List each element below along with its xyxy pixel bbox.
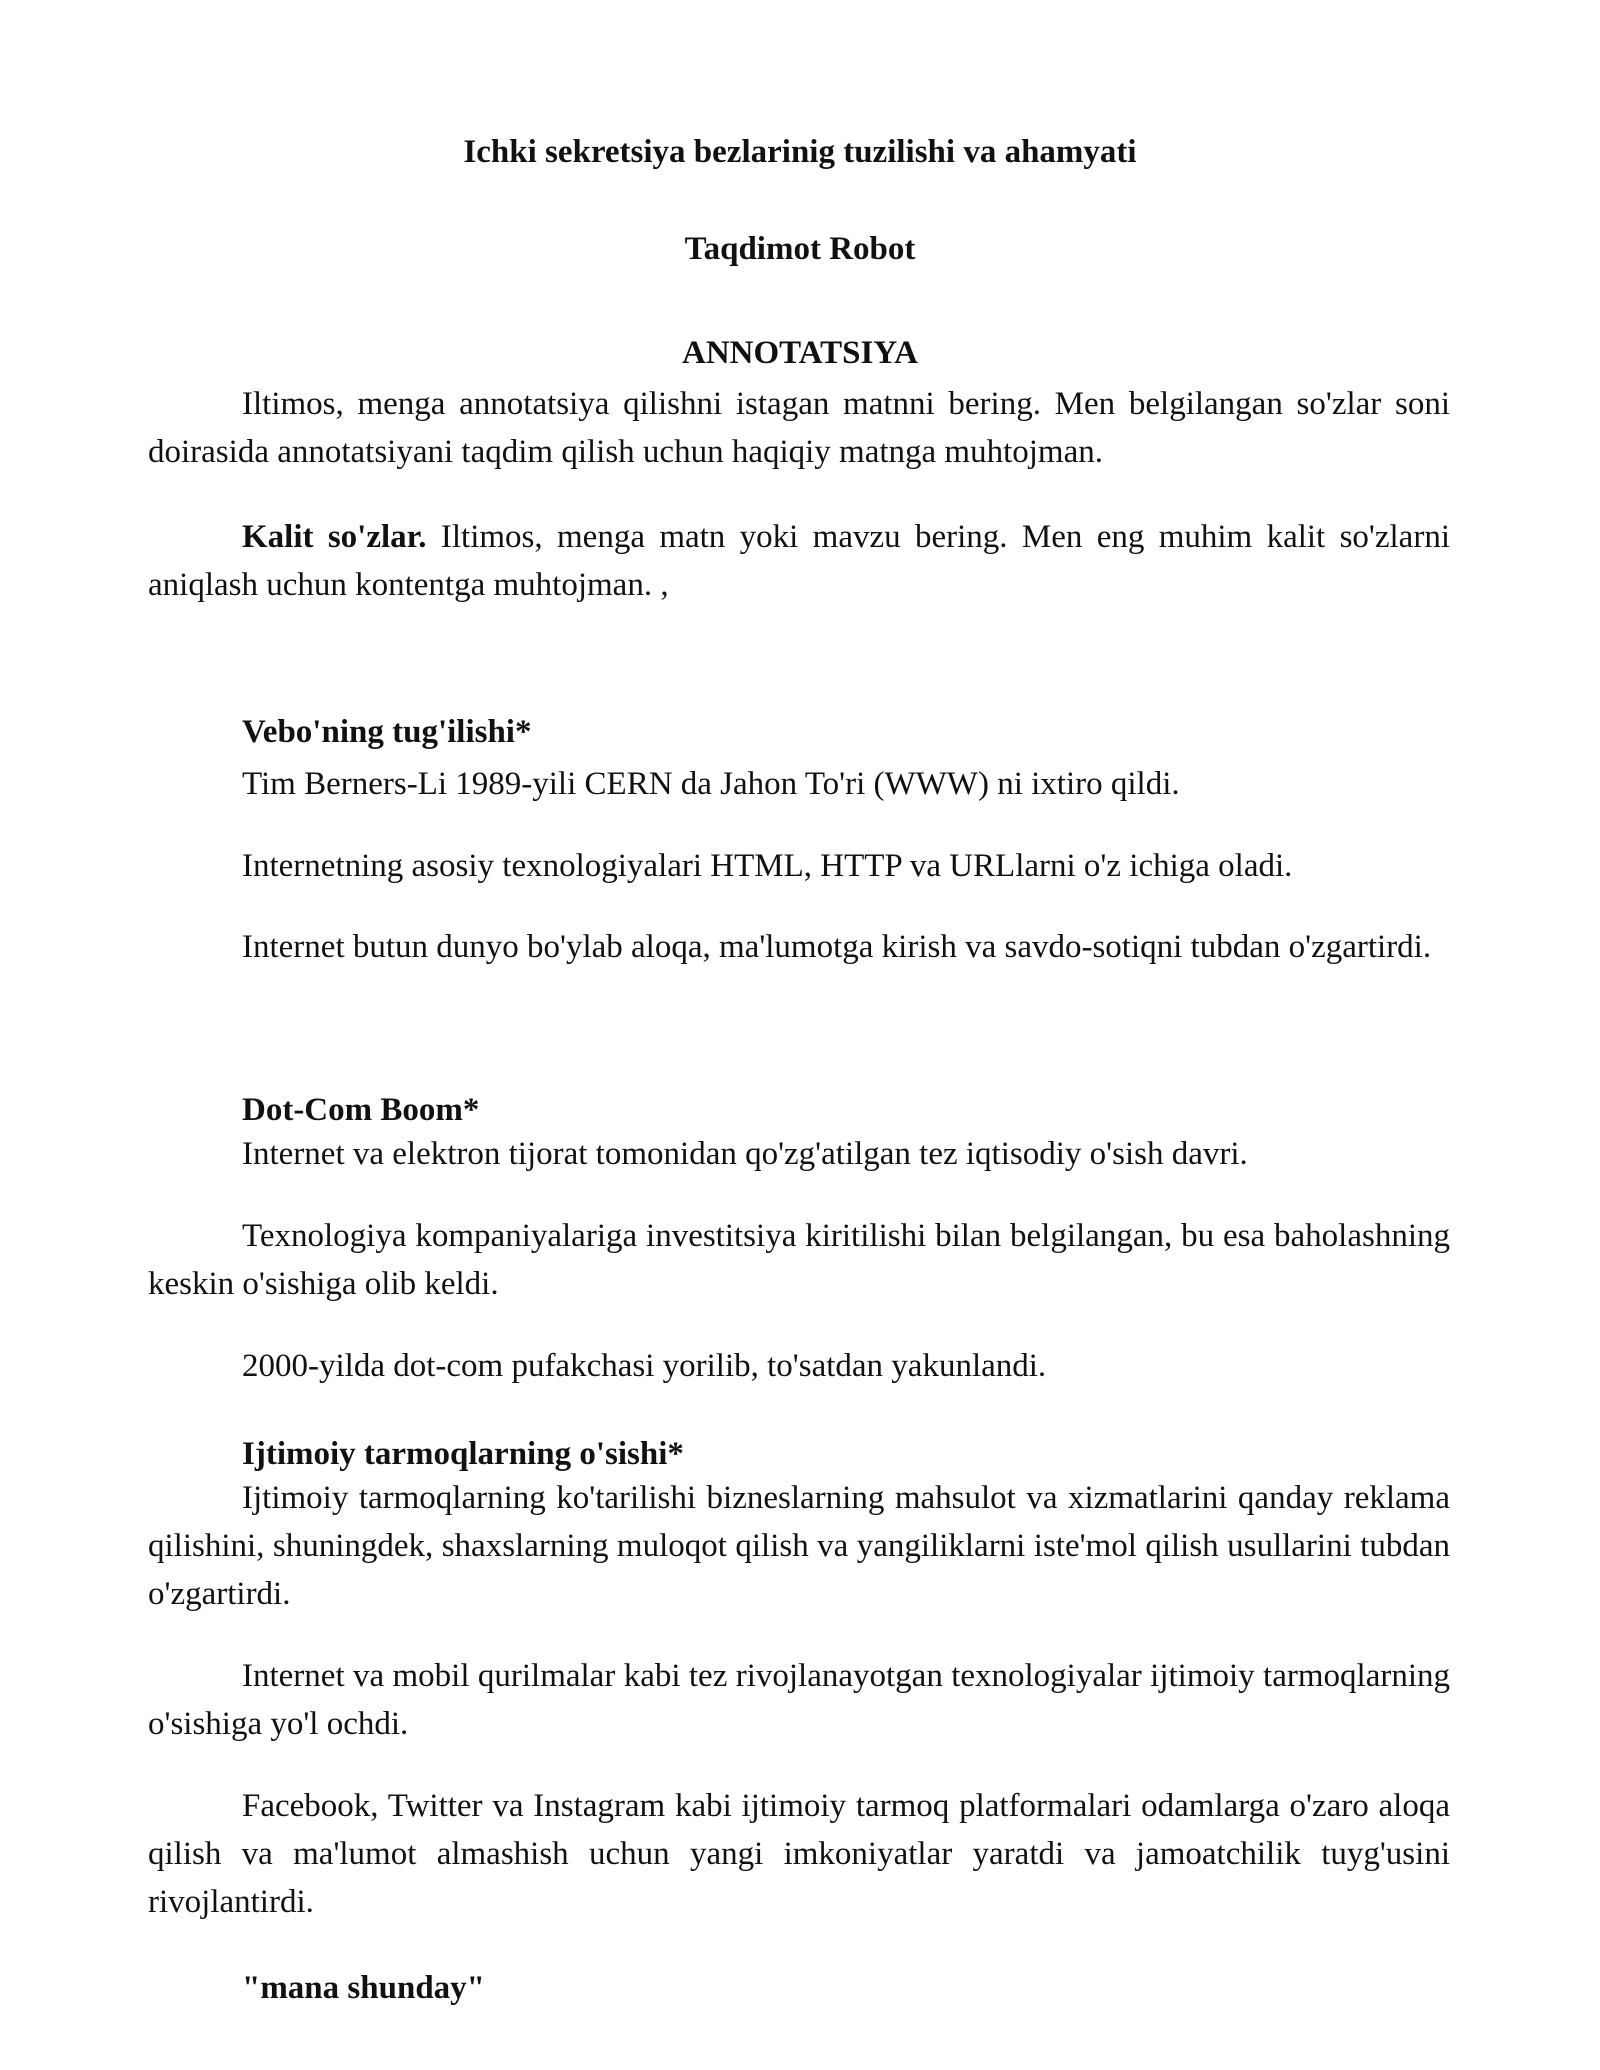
abstract-heading: ANNOTATSIYA	[682, 335, 918, 371]
section-heading-web: Vebo'ning tug'ilishi*	[242, 714, 532, 750]
section-paragraph: Texnologiya kompaniyalariga investitsiya kiritilishi bilan belgilangan, bu esa baholashning keskin o'sishiga olib keldi.	[148, 1218, 1450, 1302]
abstract-text: Iltimos, menga annotatsiya qilishni istagan matnni bering. Men belgilangan so'zlar soni doirasida annotatsiyani taqdim qilish uchun haqiqiy matnga muhtojman.	[148, 386, 1450, 470]
section-paragraph: Internet va mobil qurilmalar kabi tez rivojlanayotgan texnologiyalar ijtimoiy tarmoqlarning o'sishiga yo'l ochdi.	[148, 1658, 1450, 1742]
document-title: Ichki sekretsiya bezlarinig tuzilishi va ahamyati	[463, 134, 1137, 170]
section-paragraph: 2000-yilda dot-com pufakchasi yorilib, to'satdan yakunlandi.	[242, 1348, 1047, 1384]
document-author: Taqdimot Robot	[684, 231, 916, 267]
keywords-paragraph	[148, 513, 1450, 609]
section-paragraph: Ijtimoiy tarmoqlarning ko'tarilishi bizneslarning mahsulot va xizmatlarini qanday reklama qilishini, shuningdek, shaxslarning muloqot qilish va yangiliklarni iste'mol qilish usullarini tubdan o'zgartirdi.	[148, 1480, 1450, 1612]
section-paragraph: Internetning asosiy texnologiyalari HTML, HTTP va URLlarni o'z ichiga oladi.	[242, 848, 1293, 884]
keywords-label: Kalit so'zlar.	[242, 519, 427, 555]
section-paragraph: Facebook, Twitter va Instagram kabi ijtimoiy tarmoq platformalari odamlarga o'zaro aloqa qilish va ma'lumot almashish uchun yangi imkoniyatlar yaratdi va jamoatchilik tuyg'usini rivojlantirdi.	[148, 1788, 1450, 1920]
section-paragraph: Internet va elektron tijorat tomonidan qo'zg'atilgan tez iqtisodiy o'sish davri.	[242, 1136, 1248, 1172]
section-paragraph: Internet butun dunyo bo'ylab aloqa, ma'lumotga kirish va savdo-sotiqni tubdan o'zgartirdi.	[242, 929, 1432, 965]
keywords-text: Iltimos, menga matn yoki mavzu bering. Men eng muhim kalit so'zlarni aniqlash uchun kontentga muhtojman. ,	[148, 519, 1450, 603]
section-heading-closing: "mana shunday"	[242, 1970, 485, 2006]
section-heading-social: Ijtimoiy tarmoqlarning o'sishi*	[242, 1436, 684, 1472]
section-heading-dotcom: Dot-Com Boom*	[242, 1092, 480, 1128]
section-paragraph: Tim Berners-Li 1989-yili CERN da Jahon To'ri (WWW) ni ixtiro qildi.	[242, 766, 1180, 802]
